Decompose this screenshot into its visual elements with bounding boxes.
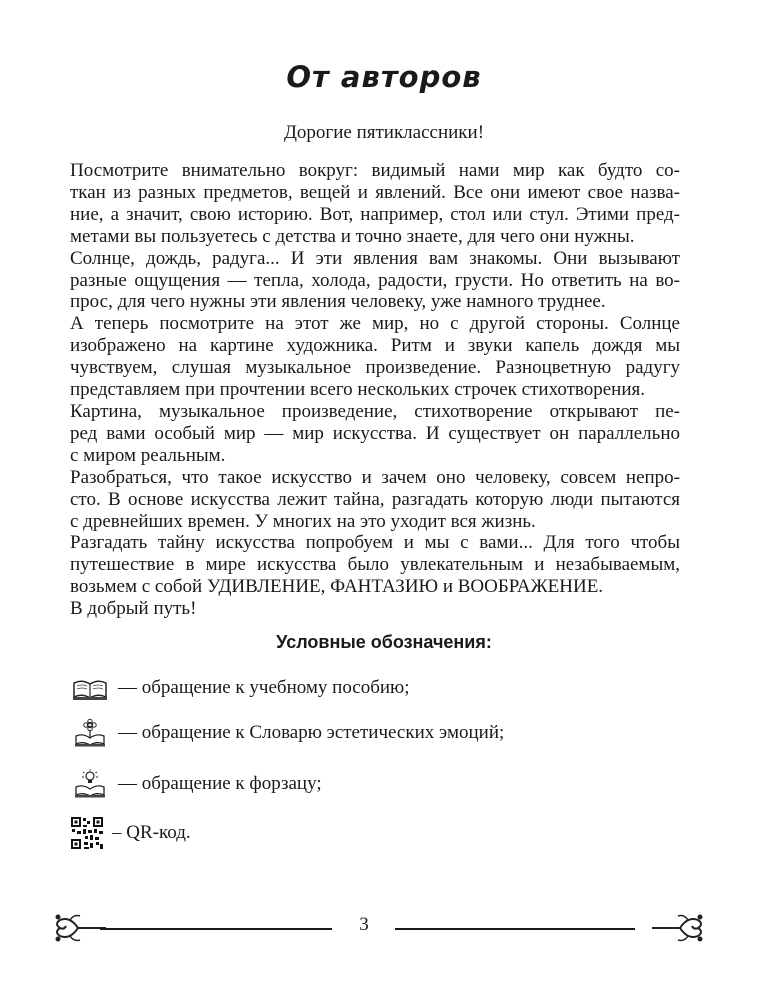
text-line: представляем при прочтении всего нескольких строчек стихотворения. — [70, 379, 646, 401]
text-line: ред вами особый мир — мир искусства. И существует он параллельно — [70, 422, 680, 444]
text-line: путешествие в мире искусства было увлекательным и незабываемым, — [70, 554, 680, 576]
text-line: Разгадать тайну искусства попробуем и мы с вами... Для того чтобы — [70, 532, 680, 554]
paragraph — [70, 160, 680, 248]
text-line: А теперь посмотрите на этот же мир, но с другой стороны. Солнце — [70, 313, 680, 335]
body-text — [70, 160, 680, 620]
right-ornament-icon — [650, 908, 710, 948]
legend-item — [70, 673, 410, 703]
paragraph — [70, 598, 680, 620]
text-line: изображено на картине художника. Ритм и звуки капель дождя мы — [70, 335, 680, 357]
text-line: сто. В основе искусства лежит тайна, разгадать которую люди пытаются — [70, 488, 680, 510]
text-line: Посмотрите внимательно вокруг: видимый нами мир как будто со- — [70, 160, 680, 181]
book-icon — [70, 673, 110, 703]
text-line: метами вы пользуетесь с детства и точно знаете, для чего они нужны. — [70, 225, 635, 247]
legend-text: — обращение к Словарю эстетических эмоций; — [118, 722, 505, 743]
legend-item — [70, 769, 322, 799]
text-line: В добрый путь! — [70, 598, 197, 620]
text-line: с миром реальным. — [70, 444, 226, 466]
text-line: Разобраться, что такое искусство и зачем оно человеку, совсем непро- — [70, 466, 680, 488]
paragraph — [70, 248, 680, 314]
greeting: Дорогие пятиклассники! — [283, 122, 485, 143]
legend-item — [70, 718, 504, 748]
text-line: Солнце, дождь, радуга... И эти явления вам знакомы. Они вызывают — [70, 247, 680, 269]
text-line: Картина, музыкальное произведение, стихотворение открывают пе- — [70, 400, 680, 422]
left-ornament-icon — [48, 908, 108, 948]
flower-book-icon — [70, 718, 110, 748]
text-line: возьмем с собой УДИВЛЕНИЕ, ФАНТАЗИЮ и ВООБРАЖЕНИЕ. — [70, 576, 604, 598]
text-line: прос, для чего нужны эти явления человеку, уже намного труднее. — [70, 291, 606, 313]
text-line: разные ощущения — тепла, холода, радости, грусти. Но ответить на во- — [70, 269, 680, 291]
paragraph — [70, 532, 680, 598]
legend-item — [70, 818, 191, 848]
legend-text: — обращение к форзацу; — [118, 773, 322, 794]
legend-text: – QR-код. — [112, 822, 191, 843]
page-title: От авторов — [286, 60, 482, 94]
lightbulb-book-icon — [70, 769, 110, 799]
paragraph — [70, 467, 680, 533]
page-number: 3 — [359, 914, 369, 935]
paragraph — [70, 313, 680, 401]
text-line: ние, а значит, свою историю. Вот, например, стол или стул. Этими пред- — [70, 203, 680, 225]
legend-text: — обращение к учебному пособию; — [118, 677, 410, 698]
paragraph — [70, 401, 680, 467]
footer-rule-left — [100, 928, 332, 930]
qr-code-icon — [70, 816, 104, 850]
text-line: с древнейших времен. У многих на это уходит вся жизнь. — [70, 510, 536, 532]
footer-rule-right — [395, 928, 635, 930]
text-line: чувствуем, слушая музыкальное произведение. Разноцветную радугу — [70, 357, 680, 379]
text-line: ткан из разных предметов, вещей и явлений. Все они имеют свое назва- — [70, 181, 680, 203]
legend-title: Условные обозначения: — [276, 632, 492, 652]
